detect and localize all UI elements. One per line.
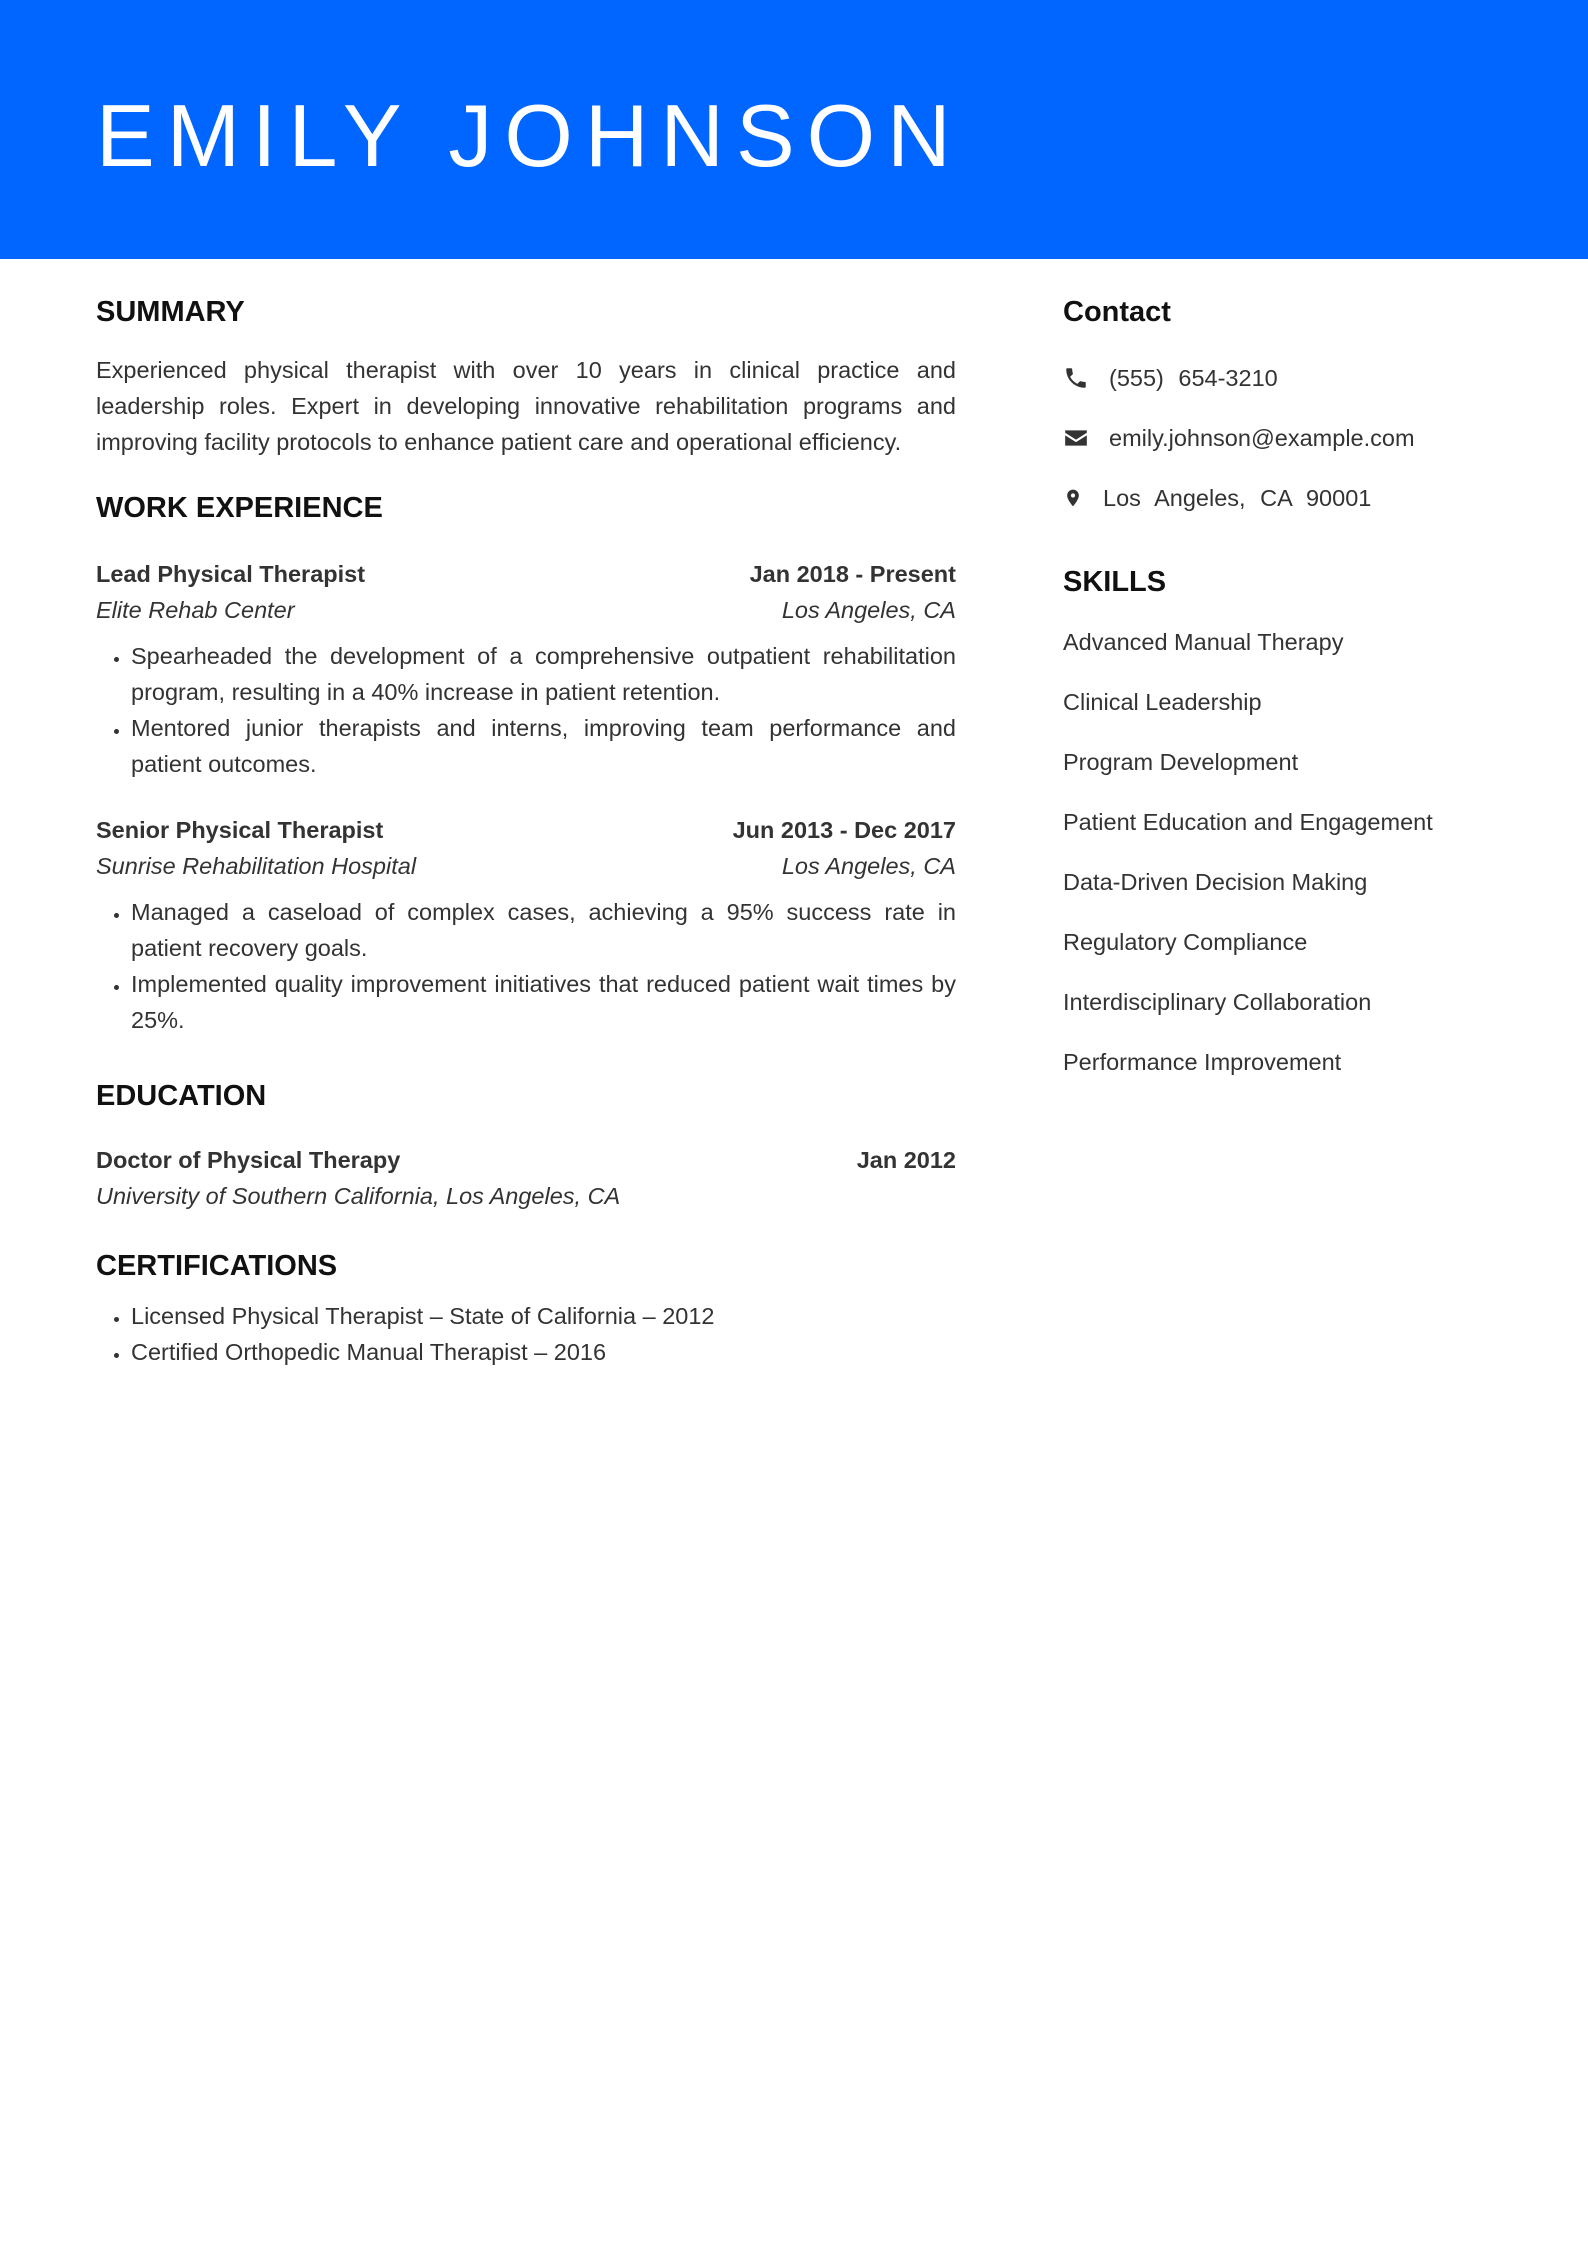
skill-item: Patient Education and Engagement: [1063, 809, 1433, 835]
education-degree: Doctor of Physical Therapy: [96, 1147, 401, 1173]
job-location: Los Angeles, CA: [781, 597, 956, 623]
summary-section: [96, 290, 956, 460]
job-company: Elite Rehab Center: [96, 597, 295, 623]
certifications-heading: CERTIFICATIONS: [96, 1250, 338, 1282]
job-dates: Jan 2018 - Present: [749, 561, 956, 587]
contact-heading: Contact: [1063, 296, 1171, 328]
job-bullet: • Implemented quality improvement initiatives that reduced patient wait times by 25%.: [131, 966, 956, 1038]
contact-phone-text: (555) 654-3210: [1109, 365, 1278, 391]
job-bullet: • Spearheaded the development of a comprehensive outpatient rehabilitation program, resulting in a 40% increase in patient retention.: [131, 638, 956, 710]
job-role: Lead Physical Therapist: [96, 561, 366, 587]
envelope-icon: [1063, 425, 1089, 451]
map-marker-icon: [1063, 485, 1083, 511]
phone-icon: [1063, 365, 1089, 391]
certification-item: • Certified Orthopedic Manual Therapist – 2016: [131, 1334, 956, 1370]
education-section: [96, 1074, 956, 1214]
work-experience-section: [96, 486, 956, 1038]
job-entry: [96, 556, 956, 782]
education-school: University of Southern California, Los Angeles, CA: [96, 1183, 621, 1209]
skill-item: Regulatory Compliance: [1063, 929, 1308, 955]
job-dates: Jun 2013 - Dec 2017: [732, 817, 956, 843]
contact-email: [1063, 420, 1503, 456]
job-location: Los Angeles, CA: [781, 853, 956, 879]
contact-location: [1063, 480, 1503, 516]
work-experience-heading: WORK EXPERIENCE: [96, 492, 383, 524]
job-bullet: • Managed a caseload of complex cases, achieving a 95% success rate in patient recovery goals.: [131, 894, 956, 966]
skill-item: Data-Driven Decision Making: [1063, 869, 1368, 895]
skills-heading: SKILLS: [1063, 566, 1167, 598]
skill-item: Clinical Leadership: [1063, 689, 1262, 715]
job-bullet: • Mentored junior therapists and interns, improving team performance and patient outcomes.: [131, 710, 956, 782]
skill-item: Program Development: [1063, 749, 1299, 775]
sidebar-column: [1063, 290, 1503, 1104]
job-role: Senior Physical Therapist: [96, 817, 384, 843]
skill-item: Interdisciplinary Collaboration: [1063, 989, 1372, 1015]
certifications-list: [96, 1298, 956, 1370]
skills-list: [1063, 624, 1503, 1080]
contact-phone: [1063, 360, 1503, 396]
contact-section: [1063, 290, 1503, 516]
header-banner: [0, 0, 1588, 259]
job-entry: [96, 812, 956, 1038]
job-bullets: [96, 894, 956, 1038]
main-column: [96, 290, 956, 1370]
certifications-section: [96, 1244, 956, 1370]
job-company: Sunrise Rehabilitation Hospital: [96, 853, 417, 879]
summary-heading: SUMMARY: [96, 296, 245, 328]
education-heading: EDUCATION: [96, 1080, 267, 1112]
contact-location-text: Los Angeles, CA 90001: [1103, 485, 1372, 511]
candidate-name: EMILY JOHNSON: [96, 86, 963, 185]
summary-text: Experienced physical therapist with over 10 years in clinical practice and leadership roles. Expert in developing innovative rehabilitation programs and improving facility protocols to enhance patient care and operational efficiency.: [96, 357, 956, 455]
skill-item: Performance Improvement: [1063, 1049, 1342, 1075]
skills-section: [1063, 560, 1503, 1080]
job-bullets: [96, 638, 956, 782]
education-date: Jan 2012: [856, 1147, 956, 1173]
contact-email-text: emily.johnson@example.com: [1109, 425, 1415, 451]
skill-item: Advanced Manual Therapy: [1063, 629, 1344, 655]
certification-item: • Licensed Physical Therapist – State of California – 2012: [131, 1298, 956, 1334]
